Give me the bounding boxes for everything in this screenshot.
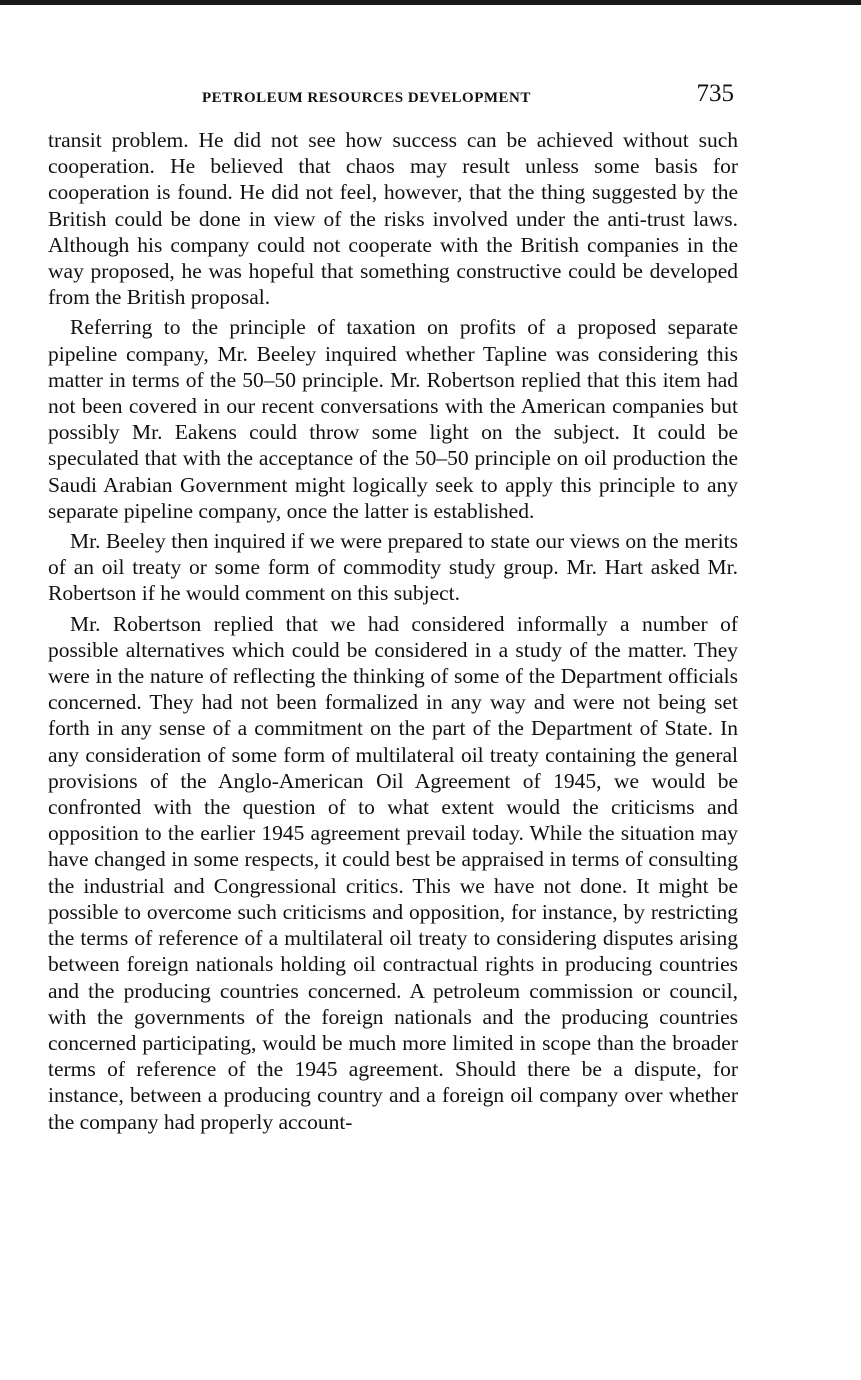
top-edge-rule	[0, 0, 861, 5]
running-head	[48, 80, 738, 116]
paragraph-taxation: Referring to the principle of taxation on profits of a proposed separate pipeline company, Mr. Beeley inquired whether Tapline was considering this matter in terms of the 50–50 principle. Mr. Robertson replied that this item had not been covered in our recent conversations with the American companies but possibly Mr. Eakens could throw some light on the subject. It could be speculated that with the acceptance of the 50–50 principle on oil production the Saudi Arabian Government might logically seek to apply this principle to any separate pipeline company, once the latter is established.	[48, 315, 738, 523]
paragraph-oil-treaty-inquiry: Mr. Beeley then inquired if we were prepared to state our views on the merits of an oil treaty or some form of commodity study group. Mr. Hart asked Mr. Robertson if he would comment on this subject.	[48, 529, 738, 606]
running-title: PETROLEUM RESOURCES DEVELOPMENT	[202, 90, 531, 106]
body-text	[48, 127, 738, 1139]
paragraph-continuation: transit problem. He did not see how success can be achieved without such cooperation. He believed that chaos may result unless some basis for cooperation is found. He did not feel, however, that the thing suggested by the British could be done in view of the risks involved under the anti-trust laws. Although his company could not cooperate with the British companies in the way proposed, he was hopeful that something constructive could be developed from the British proposal.	[48, 128, 738, 310]
paragraph-robertson-reply: Mr. Robertson replied that we had considered informally a number of possible alternatives which could be considered in a study of the matter. They were in the nature of reflecting the thinking of some of the Department officials concerned. They had not been formalized in any way and were not being set forth in any sense of a commitment on the part of the Department of State. In any consideration of some form of multilateral oil treaty containing the general provisions of the Anglo-American Oil Agreement of 1945, we would be confronted with the question of to what extent would the criticisms and opposition to the earlier 1945 agreement prevail today. While the situation may have changed in some respects, it could best be appraised in terms of consulting the industrial and Congressional critics. This we have not done. It might be possible to overcome such criticisms and opposition, for instance, by restricting the terms of reference of a multilateral oil treaty to considering disputes arising between foreign nationals holding oil contractual rights in producing countries and the producing countries concerned. A petroleum commission or council, with the governments of the foreign nationals and the producing countries concerned participating, would be much more limited in scope than the broader terms of reference of the 1945 agreement. Should there be a dispute, for instance, between a producing country and a foreign oil company over whether the company had properly account-	[48, 611, 738, 1134]
page-number: 735	[696, 80, 734, 107]
